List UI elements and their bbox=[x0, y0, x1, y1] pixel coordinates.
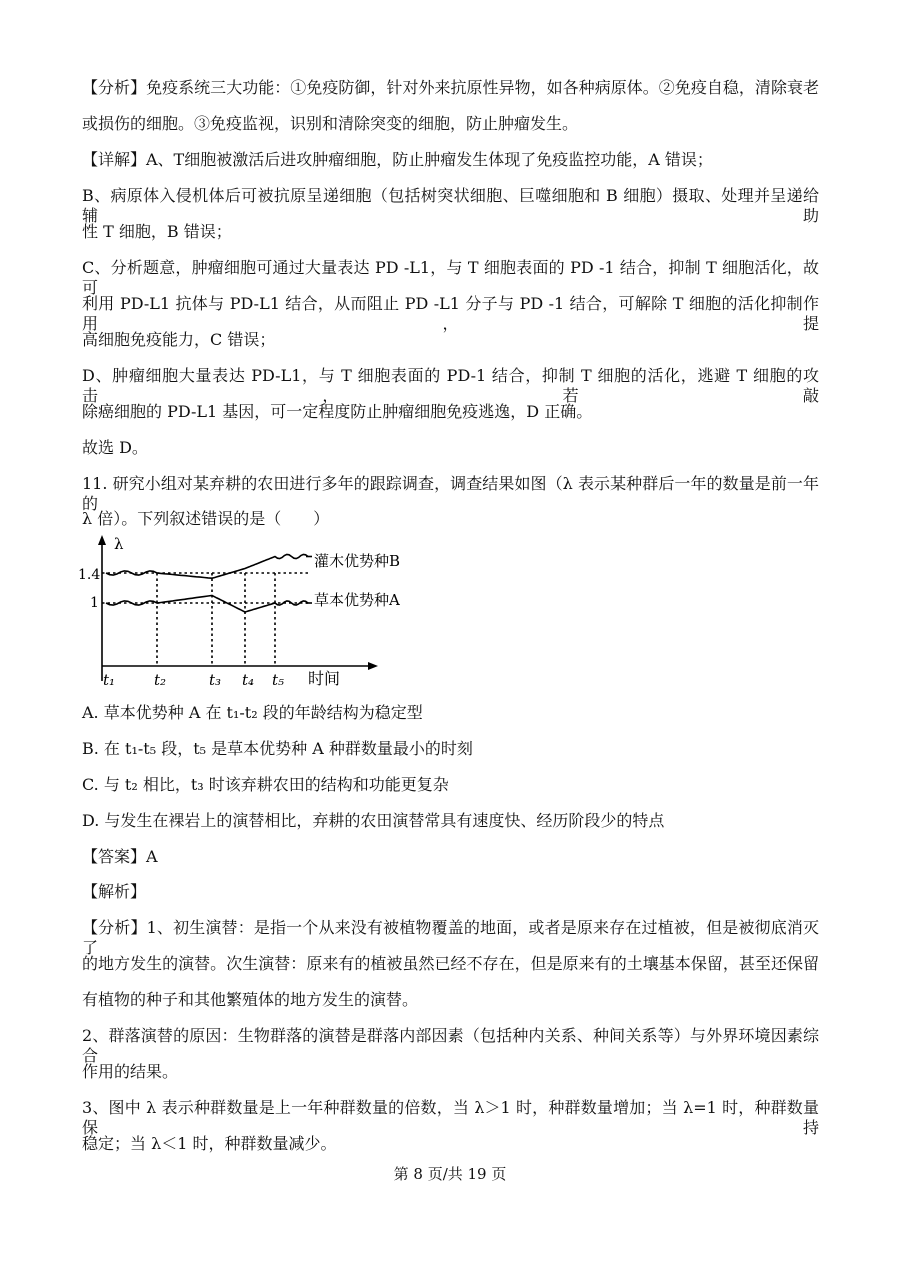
detail-d-line-1: D、肿瘤细胞大量表达 PD-L1，与 T 细胞表面的 PD-1 结合，抑制 T 细胞的活化，逃避 T 细胞的攻击，若敲 bbox=[82, 366, 819, 405]
detail-b-line-1: B、病原体入侵机体后可被抗原呈递细胞（包括树突状细胞、巨噬细胞和 B 细胞）摄取、处理并呈递给辅助 bbox=[82, 186, 819, 225]
y-axis-label: λ bbox=[114, 535, 124, 553]
x-tick-label: t₄ bbox=[242, 671, 255, 689]
option-a: A. 草本优势种 A 在 t₁-t₂ 段的年龄结构为稳定型 bbox=[82, 703, 423, 722]
question-11-line-2: λ 倍）。下列叙述错误的是（ ） bbox=[82, 509, 330, 528]
analysis2-line-3: 有植物的种子和其他繁殖体的地方发生的演替。 bbox=[82, 990, 419, 1009]
answer: 【答案】A bbox=[82, 847, 158, 866]
x-tick-label: t₃ bbox=[209, 671, 222, 689]
option-b: B. 在 t₁-t₅ 段，t₅ 是草本优势种 A 种群数量最小的时刻 bbox=[82, 739, 473, 758]
analysis2-point3-line-2: 稳定；当 λ＜1 时，种群数量减少。 bbox=[82, 1134, 337, 1153]
explanation-heading: 【解析】 bbox=[82, 882, 147, 901]
page-footer: 第 8 页/共 19 页 bbox=[393, 1165, 507, 1183]
y-tick-label: 1.4 bbox=[78, 567, 101, 583]
x-tick-label: t₅ bbox=[272, 671, 285, 689]
lambda-chart bbox=[78, 533, 408, 691]
series-label-b: 灌木优势种B bbox=[314, 552, 401, 570]
y-tick-label: 1 bbox=[90, 595, 99, 611]
option-c: C. 与 t₂ 相比，t₃ 时该弃耕农田的结构和功能更复杂 bbox=[82, 775, 449, 794]
analysis2-point3-line-1: 3、图中 λ 表示种群数量是上一年种群数量的倍数，当 λ＞1 时，种群数量增加；当 λ=1 时，种群数量保持 bbox=[82, 1098, 819, 1137]
choose-d: 故选 D。 bbox=[82, 438, 148, 457]
analysis2-line-2: 的地方发生的演替。次生演替：原来有的植被虽然已经不存在，但是原来有的土壤基本保留，甚至还保留 bbox=[82, 954, 819, 973]
series-line-shrub-b bbox=[106, 554, 308, 578]
x-axis-label: 时间 bbox=[308, 669, 341, 688]
series-label-a: 草本优势种A bbox=[314, 591, 400, 609]
analysis-line-2: 或损伤的细胞。③免疫监视，识别和清除突变的细胞，防止肿瘤发生。 bbox=[82, 114, 579, 133]
option-d: D. 与发生在裸岩上的演替相比，弃耕的农田演替常具有速度快、经历阶段少的特点 bbox=[82, 811, 665, 830]
detail-b-line-2: 性 T 细胞，B 错误； bbox=[82, 222, 232, 241]
detail-c-line-3: 高细胞免疫能力，C 错误； bbox=[82, 330, 276, 349]
detail-c-line-2: 利用 PD-L1 抗体与 PD-L1 结合，从而阻止 PD -L1 分子与 PD -1 结合，可解除 T 细胞的活化抑制作用，提 bbox=[82, 294, 819, 333]
analysis2-point2-line-2: 作用的结果。 bbox=[82, 1062, 179, 1081]
analysis-line-1: 【分析】免疫系统三大功能：①免疫防御，针对外来抗原性异物，如各种病原体。②免疫自稳，清除衰老 bbox=[82, 78, 819, 97]
y-axis-arrow bbox=[98, 535, 106, 545]
x-tick-label: t₂ bbox=[154, 671, 167, 689]
detail-d-line-2: 除癌细胞的 PD-L1 基因，可一定程度防止肿瘤细胞免疫逃逸，D 正确。 bbox=[82, 402, 593, 421]
x-tick-label: t₁ bbox=[103, 671, 116, 689]
detail-c-line-1: C、分析题意，肿瘤细胞可通过大量表达 PD -L1，与 T 细胞表面的 PD -1 结合，抑制 T 细胞活化，故可 bbox=[82, 258, 819, 297]
detail-a: 【详解】A、T细胞被激活后进攻肿瘤细胞，防止肿瘤发生体现了免疫监控功能，A 错误； bbox=[82, 150, 713, 169]
analysis2-point2-line-1: 2、群落演替的原因：生物群落的演替是群落内部因素（包括种内关系、种间关系等）与外界环境因素综合 bbox=[82, 1026, 819, 1065]
x-axis-arrow bbox=[368, 662, 378, 670]
question-11-line-1: 11. 研究小组对某弃耕的农田进行多年的跟踪调查，调查结果如图（λ 表示某种群后一年的数量是前一年的 bbox=[82, 474, 819, 513]
analysis2-line-1: 【分析】1、初生演替：是指一个从来没有被植物覆盖的地面，或者是原来存在过植被，但是被彻底消灭了 bbox=[82, 918, 819, 957]
